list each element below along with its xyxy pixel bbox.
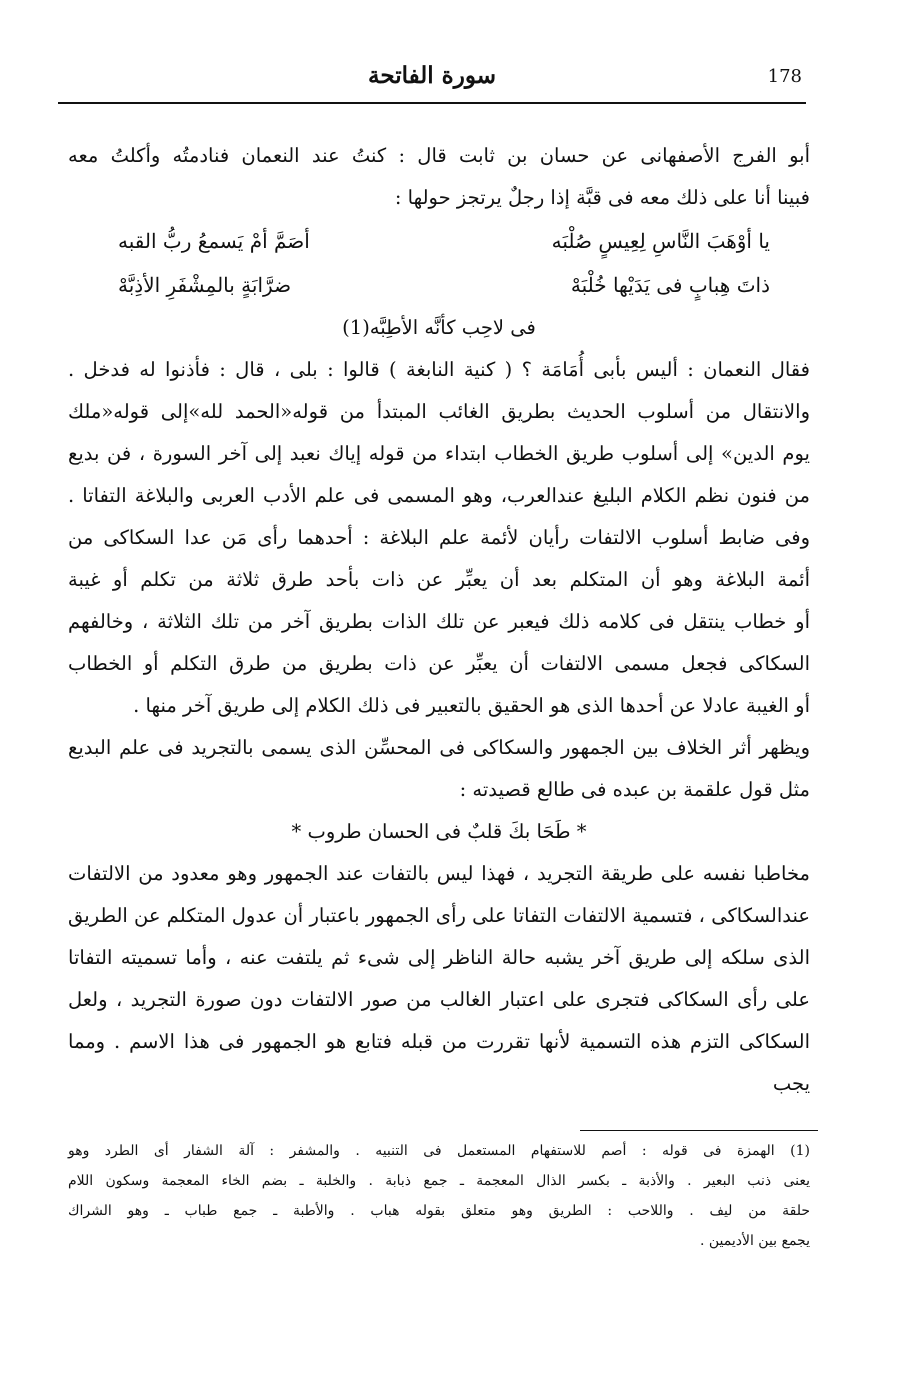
- footnote-line: حلقة من ليف . واللاحب : الطريق وهو متعلق بقوله هباب . والأطبة ـ جمع طباب ـ وهو الشراك: [68, 1203, 810, 1219]
- verse-hemistich: ضرَّابَةٍ بالمِشْفَرِ الأذِبَّهْ: [118, 273, 292, 297]
- page-header: [58, 58, 806, 104]
- text-line: أو الغيبة عادلا عن أحدها الذى هو الحقيق بالتعبير فى ذلك الكلام إلى طريق آخر منها .: [133, 694, 810, 717]
- text-line: والانتقال من أسلوب الحديث بطريق الغائب المبتدأ من قوله«الحمد لله»إلى قوله«ملك: [68, 400, 810, 423]
- text-line: مخاطبا نفسه على طريقة التجريد ، فهذا ليس بالتفات عند الجمهور وهو معدود من الالتفات: [68, 862, 810, 885]
- footnotes: [68, 1136, 810, 1256]
- footnote-line: يعنى ذنب البعير . والأذبة ـ بكسر الذال المعجمة ـ جمع ذبابة . والخلبة ـ بضم الخاء المعجمة وسكون اللام: [68, 1173, 810, 1189]
- page-number: 178: [767, 66, 802, 87]
- text-line: مثل قول علقمة بن عبده فى طالع قصيدته :: [459, 778, 810, 801]
- verse-hemistich: يا أوْهَبَ النَّاسِ لِعِيسٍ صُلْبَه: [551, 229, 770, 253]
- text-line: الذى سلكه إلى طريق آخر يشبه حالة الناظر إلى شىء ثم يلتفت عنه ، وأما تسميته التفاتا: [68, 946, 810, 969]
- footnote-line: يجمع بين الأديمين .: [699, 1233, 810, 1249]
- text-line: يوم الدين» إلى أسلوب طريق الخطاب ابتداء من قوله إياك نعبد إلى آخر السورة ، فن بديع: [68, 442, 810, 465]
- page-title: سورة الفاتحة: [368, 62, 496, 89]
- verse-line: * طَحَا بكَ قلبٌ فى الحسان طروب *: [291, 820, 587, 843]
- verse-line: فى لاحِب كأنَّه الأطِبَّه(1): [342, 316, 536, 339]
- verse-row: [68, 219, 810, 263]
- text-line: ويظهر أثر الخلاف بين الجمهور والسكاكى فى المحسِّن الذى يسمى بالتجريد فى علم البديع: [68, 736, 810, 759]
- body-text: [68, 135, 810, 1095]
- text-line: أو خطاب ينتقل فى كلامه ذلك فيعبر عن تلك الذات بطريق آخر من تلك الثلاثة ، وخالفهم: [68, 610, 810, 633]
- text-line: السكاكى التزم هذه التسمية لأنها تقررت من قبله فتابع هو الجمهور فى هذا الاسم . ومما يجب: [68, 1030, 810, 1095]
- verse-hemistich: أصَمَّ أمْ يَسمعُ ربُّ القبه: [118, 229, 310, 253]
- text-line: السكاكى فجعل مسمى الالتفات أن يعبِّر عن ذات بطريق من طرق التكلم أو الخطاب: [68, 652, 810, 675]
- text-line: من فنون نظم الكلام البليغ عندالعرب، وهو المسمى فى علم الأدب العربى والبلاغة التفاتا .: [68, 484, 810, 507]
- footnote-divider: [580, 1130, 818, 1131]
- text-line: أبو الفرج الأصفهانى عن حسان بن ثابت قال : كنتُ عند النعمان فنادمتُه وأكلتُ معه: [68, 144, 810, 167]
- text-line: عندالسكاكى ، فتسمية الالتفات التفاتا على رأى الجمهور باعتبار أن عدول المتكلم عن الطريق: [68, 904, 810, 927]
- text-line: أئمة البلاغة وهو أن المتكلم بعد أن يعبِّر عن ذات بأحد طرق ثلاثة من تكلم أو غيبة: [68, 568, 810, 591]
- text-line: وفى ضابط أسلوب الالتفات رأيان لأئمة علم البلاغة : أحدهما رأى مَن عدا السكاكى من: [68, 526, 810, 549]
- footnote-line: (1) الهمزة فى قوله : أصم للاستفهام المستعمل فى التنبيه . والمشفر : آلة الشفار أى الطرد وهو: [68, 1143, 810, 1159]
- verse-row: [68, 263, 810, 307]
- text-line: فبينا أنا على ذلك معه فى قبَّة إذا رجلٌ يرتجز حولها :: [394, 186, 810, 209]
- text-line: فقال النعمان : أليس بأبى أُمَامَة ؟ ( كنية النابغة ) قالوا : بلى ، قال : فأذنوا له فدخل .: [68, 358, 810, 381]
- verse-hemistich: ذاتَ هِبابٍ فى يَدَيْها خُلْبَهْ: [570, 273, 770, 297]
- text-line: على رأى السكاكى فتجرى على اعتبار الغالب من صور الالتفات دون صورة التجريد ، ولعل: [68, 988, 810, 1011]
